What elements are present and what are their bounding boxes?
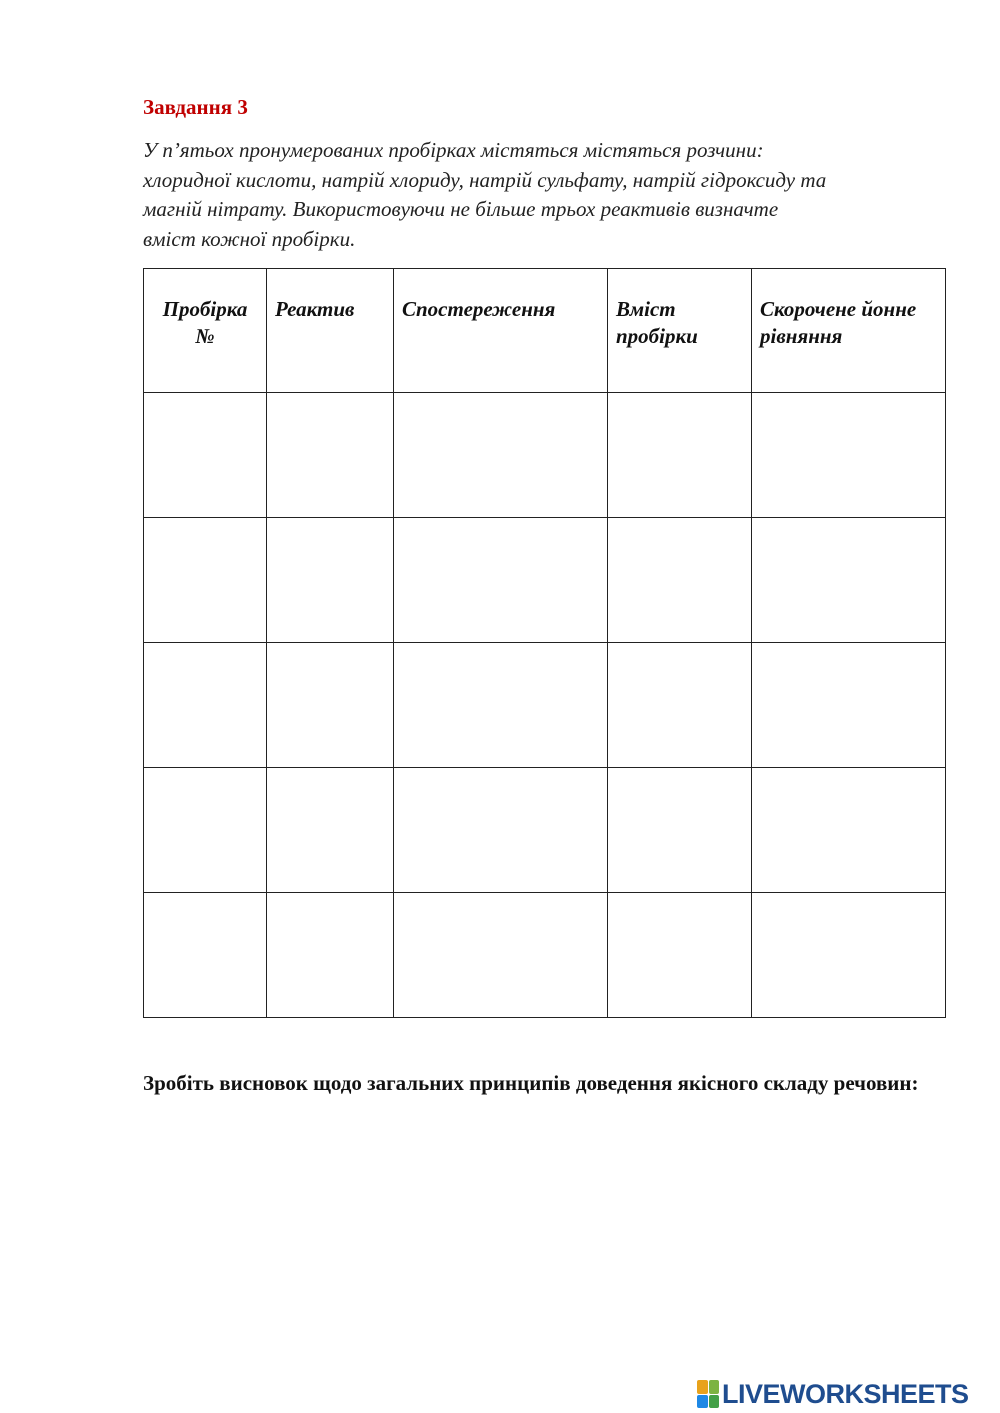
conclusion-prompt: Зробіть висновок щодо загальних принципів доведення якісного складу речовин:: [143, 1071, 919, 1095]
task-description: [143, 136, 943, 254]
task-description-line: вміст кожної пробірки.: [143, 226, 356, 251]
answer-cell-contents[interactable]: [608, 768, 752, 893]
table-row: [144, 893, 946, 1018]
header-tube-number: Пробірка №: [144, 269, 267, 393]
answer-cell-ionic-equation[interactable]: [752, 768, 946, 893]
answer-cell-contents[interactable]: [608, 643, 752, 768]
answer-cell-reagent[interactable]: [267, 393, 394, 518]
answer-cell-reagent[interactable]: [267, 518, 394, 643]
table-header-row: [144, 269, 946, 393]
answer-cell-reagent[interactable]: [267, 893, 394, 1018]
answer-cell-ionic-equation[interactable]: [752, 893, 946, 1018]
answer-cell-contents[interactable]: [608, 393, 752, 518]
answer-cell-reagent[interactable]: [267, 643, 394, 768]
answer-cell-reagent[interactable]: [267, 768, 394, 893]
answer-cell-observation[interactable]: [394, 643, 608, 768]
table-row: [144, 768, 946, 893]
answer-cell-ionic-equation[interactable]: [752, 393, 946, 518]
table-row: [144, 518, 946, 643]
answer-cell-observation[interactable]: [394, 893, 608, 1018]
answer-cell-contents[interactable]: [608, 893, 752, 1018]
header-contents: Вміст пробірки: [608, 269, 752, 393]
header-observation: Спостереження: [394, 269, 608, 393]
answer-cell-tube-number[interactable]: [144, 643, 267, 768]
answer-cell-ionic-equation[interactable]: [752, 518, 946, 643]
answer-cell-contents[interactable]: [608, 518, 752, 643]
header-reagent: Реактив: [267, 269, 394, 393]
table-row: [144, 393, 946, 518]
liveworksheets-logo-icon: [697, 1380, 719, 1408]
task-description-line: хлоридної кислоти, натрій хлориду, натрій сульфату, натрій гідроксиду та: [143, 167, 827, 192]
table-row: [144, 643, 946, 768]
task-title: Завдання 3: [143, 95, 248, 119]
answer-cell-ionic-equation[interactable]: [752, 643, 946, 768]
task-description-line: магній нітрату. Використовуючи не більше трьох реактивів визначте: [143, 197, 779, 221]
answer-cell-tube-number[interactable]: [144, 393, 267, 518]
answer-cell-tube-number[interactable]: [144, 518, 267, 643]
answer-cell-observation[interactable]: [394, 393, 608, 518]
header-ionic-equation: Скорочене йонне рівняння: [752, 269, 946, 393]
liveworksheets-logo: [697, 1378, 969, 1410]
logo-text: LIVEWORKSHEETS: [722, 1378, 969, 1409]
results-table: [143, 268, 946, 1018]
answer-cell-observation[interactable]: [394, 518, 608, 643]
answer-cell-observation[interactable]: [394, 768, 608, 893]
answer-cell-tube-number[interactable]: [144, 893, 267, 1018]
answer-cell-tube-number[interactable]: [144, 768, 267, 893]
task-description-line: У п’ятьох пронумерованих пробірках містяться містяться розчини:: [143, 138, 764, 162]
